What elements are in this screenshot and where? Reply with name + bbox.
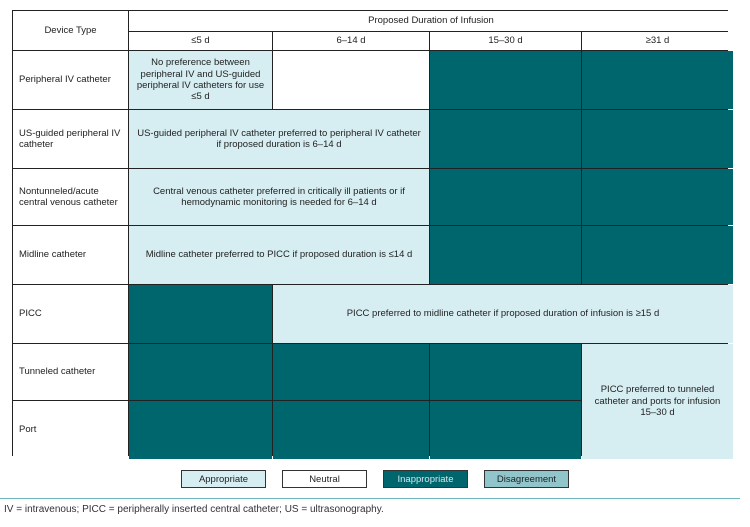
port-15-30-cell — [430, 401, 581, 459]
footnote: IV = intravenous; PICC = peripherally inserted central catheter; US = ultrasonography. — [4, 504, 384, 515]
duration-le5: ≤5 d — [129, 32, 272, 50]
row-picc: PICC — [13, 285, 128, 343]
row-peripheral-iv: Peripheral IV catheter — [13, 51, 128, 109]
legend-disagreement: Disagreement — [484, 470, 569, 488]
footnote-divider — [0, 498, 740, 499]
port-6-14-cell — [273, 401, 429, 459]
usguided-note: US-guided peripheral IV catheter preferred to peripheral IV catheter if proposed duration is 6–14 d — [129, 110, 429, 168]
legend-inappropriate: Inappropriate — [383, 470, 468, 488]
midline-note: Midline catheter preferred to PICC if proposed duration is ≤14 d — [129, 226, 429, 284]
picc-note: PICC preferred to midline catheter if proposed duration of infusion is ≥15 d — [273, 285, 733, 343]
peripheral-le5-note: No preference between peripheral IV and US-guided peripheral IV catheters for use ≤5 d — [129, 51, 272, 109]
legend — [0, 470, 750, 488]
tunneled-15-30-cell — [430, 344, 581, 400]
port-le5-cell — [129, 401, 272, 459]
nontunneled-ge31-cell — [582, 169, 733, 225]
nontunneled-15-30-cell — [430, 169, 581, 225]
row-port: Port — [13, 401, 128, 459]
midline-15-30-cell — [430, 226, 581, 284]
row-nontunneled: Nontunneled/acute central venous catheter — [13, 169, 128, 225]
duration-6-14: 6–14 d — [273, 32, 429, 50]
appropriateness-table — [12, 10, 728, 456]
tunneled-6-14-cell — [273, 344, 429, 400]
peripheral-15-30-cell — [430, 51, 581, 109]
row-us-guided: US-guided peripheral IV catheter — [13, 110, 128, 168]
peripheral-6-14-cell — [273, 51, 429, 109]
midline-ge31-cell — [582, 226, 733, 284]
duration-header: Proposed Duration of Infusion — [129, 11, 733, 31]
duration-ge31: ≥31 d — [582, 32, 733, 50]
device-type-header: Device Type — [13, 11, 128, 50]
duration-15-30: 15–30 d — [430, 32, 581, 50]
usguided-15-30-cell — [430, 110, 581, 168]
tunneled-le5-cell — [129, 344, 272, 400]
peripheral-ge31-cell — [582, 51, 733, 109]
row-midline: Midline catheter — [13, 226, 128, 284]
legend-neutral: Neutral — [282, 470, 367, 488]
nontunneled-note: Central venous catheter preferred in critically ill patients or if hemodynamic monitoring is needed for 6–14 d — [129, 169, 429, 225]
usguided-ge31-cell — [582, 110, 733, 168]
legend-appropriate: Appropriate — [181, 470, 266, 488]
row-tunneled: Tunneled catheter — [13, 344, 128, 400]
picc-le5-cell — [129, 285, 272, 343]
tunneled-note: PICC preferred to tunneled catheter and ports for infusion 15–30 d — [582, 344, 733, 459]
